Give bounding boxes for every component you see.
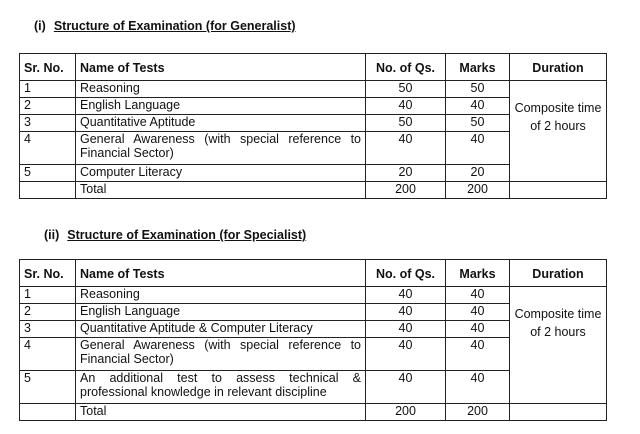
cell-sr-no: 4 xyxy=(20,338,76,371)
cell-total-label: Total xyxy=(76,182,366,199)
cell-total-marks: 200 xyxy=(446,182,510,199)
header-name-of-tests: Name of Tests xyxy=(76,54,366,81)
cell-test-name: Quantitative Aptitude & Computer Literacy xyxy=(76,321,366,338)
cell-no-of-qs: 40 xyxy=(366,287,446,304)
table-total-row xyxy=(20,182,607,199)
cell-no-of-qs: 50 xyxy=(366,81,446,98)
cell-sr-no: 3 xyxy=(20,321,76,338)
cell-marks: 40 xyxy=(446,338,510,371)
header-no-of-qs: No. of Qs. xyxy=(366,260,446,287)
header-duration: Duration xyxy=(510,260,607,287)
header-duration: Duration xyxy=(510,54,607,81)
cell-sr-no: 4 xyxy=(20,132,76,165)
cell-sr-no: 2 xyxy=(20,98,76,115)
cell-empty xyxy=(20,182,76,199)
table-row xyxy=(20,81,607,98)
cell-sr-no: 2 xyxy=(20,304,76,321)
cell-test-name: An additional test to assess technical & professional knowledge in relevant discipline xyxy=(76,371,366,404)
exam-structure-table-generalist xyxy=(19,53,607,199)
cell-marks: 40 xyxy=(446,287,510,304)
cell-test-name: Quantitative Aptitude xyxy=(76,115,366,132)
cell-no-of-qs: 40 xyxy=(366,304,446,321)
cell-total-qs: 200 xyxy=(366,404,446,421)
cell-total-label: Total xyxy=(76,404,366,421)
cell-empty xyxy=(510,182,607,199)
cell-sr-no: 5 xyxy=(20,371,76,404)
header-no-of-qs: No. of Qs. xyxy=(366,54,446,81)
cell-duration: Composite time of 2 hours xyxy=(510,81,607,182)
cell-test-name: Reasoning xyxy=(76,81,366,98)
cell-marks: 40 xyxy=(446,304,510,321)
cell-test-name: Computer Literacy xyxy=(76,165,366,182)
cell-test-name: Reasoning xyxy=(76,287,366,304)
cell-no-of-qs: 20 xyxy=(366,165,446,182)
header-sr-no: Sr. No. xyxy=(20,260,76,287)
cell-marks: 50 xyxy=(446,115,510,132)
table-total-row xyxy=(20,404,607,421)
cell-marks: 20 xyxy=(446,165,510,182)
exam-structure-table-specialist xyxy=(19,259,607,421)
cell-test-name: English Language xyxy=(76,304,366,321)
cell-no-of-qs: 40 xyxy=(366,98,446,115)
section-number: (ii) xyxy=(44,228,60,242)
section-title: Structure of Examination (for Specialist) xyxy=(67,228,307,242)
cell-marks: 40 xyxy=(446,132,510,165)
cell-test-name: General Awareness (with special reference to Financial Sector) xyxy=(76,132,366,165)
cell-test-name: English Language xyxy=(76,98,366,115)
header-marks: Marks xyxy=(446,260,510,287)
cell-sr-no: 3 xyxy=(20,115,76,132)
cell-sr-no: 5 xyxy=(20,165,76,182)
cell-empty xyxy=(510,404,607,421)
cell-sr-no: 1 xyxy=(20,287,76,304)
table-row xyxy=(20,287,607,304)
cell-marks: 40 xyxy=(446,371,510,404)
table-header-row xyxy=(20,260,607,287)
cell-test-name: General Awareness (with special reference to Financial Sector) xyxy=(76,338,366,371)
cell-total-marks: 200 xyxy=(446,404,510,421)
cell-no-of-qs: 40 xyxy=(366,321,446,338)
cell-no-of-qs: 40 xyxy=(366,371,446,404)
section-heading-generalist xyxy=(34,19,296,33)
cell-no-of-qs: 40 xyxy=(366,132,446,165)
section-title: Structure of Examination (for Generalist) xyxy=(53,19,296,33)
cell-no-of-qs: 50 xyxy=(366,115,446,132)
header-marks: Marks xyxy=(446,54,510,81)
header-name-of-tests: Name of Tests xyxy=(76,260,366,287)
table-header-row xyxy=(20,54,607,81)
section-number: (i) xyxy=(34,19,46,33)
cell-total-qs: 200 xyxy=(366,182,446,199)
section-heading-specialist xyxy=(44,228,306,242)
cell-duration: Composite time of 2 hours xyxy=(510,287,607,404)
cell-marks: 40 xyxy=(446,98,510,115)
cell-empty xyxy=(20,404,76,421)
header-sr-no: Sr. No. xyxy=(20,54,76,81)
cell-marks: 50 xyxy=(446,81,510,98)
cell-sr-no: 1 xyxy=(20,81,76,98)
cell-no-of-qs: 40 xyxy=(366,338,446,371)
cell-marks: 40 xyxy=(446,321,510,338)
